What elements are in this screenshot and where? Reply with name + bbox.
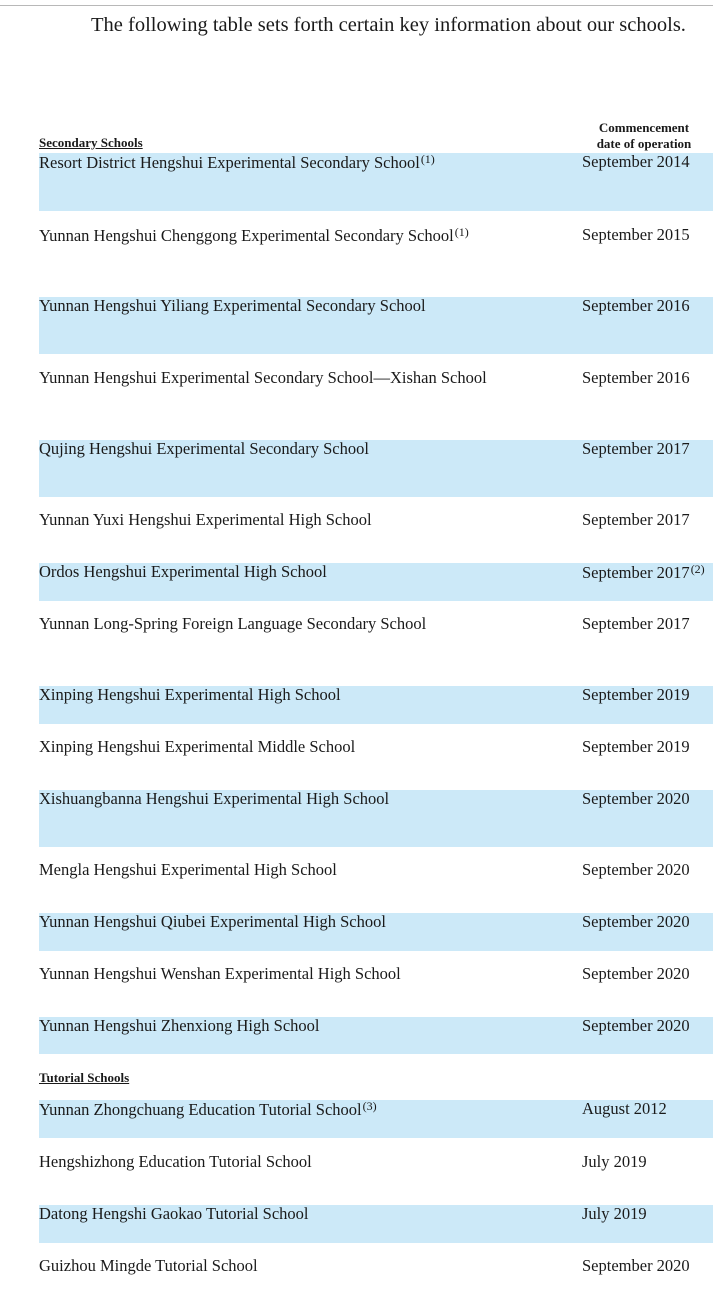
school-name: Xishuangbanna Hengshui Experimental High School [39, 789, 390, 808]
table-row [39, 226, 713, 266]
table-row [39, 563, 713, 601]
commencement-date: September 2014 [582, 152, 690, 171]
footnote-marker: (1) [454, 225, 469, 239]
school-name: Yunnan Long-Spring Foreign Language Secondary School [39, 614, 427, 633]
table-row [39, 738, 713, 778]
commencement-date: August 2012 [582, 1099, 667, 1118]
school-name: Resort District Hengshui Experimental Secondary School$^{(1)}$ [39, 152, 435, 172]
table-row [39, 965, 713, 1005]
table-row [39, 1017, 713, 1054]
commencement-date: September 2019 [582, 737, 690, 756]
school-name: Mengla Hengshui Experimental High School [39, 860, 337, 879]
commencement-date: September 2019 [582, 685, 690, 704]
commencement-date: September 2016 [582, 296, 690, 315]
table-row [39, 861, 713, 901]
commencement-date: September 2020 [582, 1016, 690, 1035]
school-name: Yunnan Yuxi Hengshui Experimental High School [39, 510, 372, 529]
school-name: Yunnan Hengshui Yiliang Experimental Secondary School [39, 296, 426, 315]
footnote-marker: (1) [420, 152, 435, 166]
table-row [39, 369, 713, 409]
commencement-date: July 2019 [582, 1204, 647, 1223]
table-row [39, 686, 713, 724]
commencement-date: July 2019 [582, 1152, 647, 1171]
table-row [39, 297, 713, 354]
school-name: Yunnan Zhongchuang Education Tutorial School$^{(3)}$ [39, 1099, 377, 1119]
commencement-date: September 2020 [582, 912, 690, 931]
intro-text: The following table sets forth certain key information about our schools. [91, 14, 686, 36]
table-row [39, 1205, 713, 1243]
commencement-date: September 2020 [582, 964, 690, 983]
school-name: Yunnan Hengshui Chenggong Experimental Secondary School$^{(1)}$ [39, 225, 469, 245]
school-name: Datong Hengshi Gaokao Tutorial School [39, 1204, 309, 1223]
school-name: Yunnan Hengshui Zhenxiong High School [39, 1016, 320, 1035]
footnote-marker: (2) [690, 562, 705, 576]
school-name: Yunnan Hengshui Experimental Secondary School—Xishan School [39, 368, 487, 387]
table-row [39, 1257, 713, 1297]
secondary-schools-heading: Secondary Schools [39, 135, 143, 150]
school-name: Xinping Hengshui Experimental High School [39, 685, 341, 704]
table-row [39, 1100, 713, 1138]
top-divider [0, 5, 713, 6]
school-name: Yunnan Hengshui Wenshan Experimental High School [39, 964, 401, 983]
commencement-date: September 2020 [582, 1256, 690, 1275]
school-name: Hengshizhong Education Tutorial School [39, 1152, 312, 1171]
column-header-commencement [583, 120, 705, 152]
footnote-marker: (3) [362, 1099, 377, 1113]
school-name: Xinping Hengshui Experimental Middle School [39, 737, 356, 756]
commencement-date: September 2020 [582, 789, 690, 808]
commencement-date: September 2017 [582, 439, 690, 458]
table-row [39, 153, 713, 211]
commencement-date: September 2015 [582, 225, 690, 244]
table-row [39, 913, 713, 951]
table-row [39, 1153, 713, 1193]
table-row [39, 790, 713, 847]
column-header-line1: Commencement [598, 120, 690, 135]
commencement-date: September 2016 [582, 368, 690, 387]
table-row [39, 440, 713, 497]
column-header-line2: date of operation [596, 136, 692, 151]
school-name: Yunnan Hengshui Qiubei Experimental High School [39, 912, 386, 931]
school-name: Ordos Hengshui Experimental High School [39, 562, 327, 581]
commencement-date: September 2017 [582, 510, 690, 529]
commencement-date: September 2017$^{(2)}$ [582, 562, 705, 582]
school-name: Guizhou Mingde Tutorial School [39, 1256, 258, 1275]
school-name: Qujing Hengshui Experimental Secondary School [39, 439, 369, 458]
commencement-date: September 2017 [582, 614, 690, 633]
table-row [39, 615, 713, 655]
tutorial-schools-heading: Tutorial Schools [39, 1070, 130, 1085]
commencement-date: September 2020 [582, 860, 690, 879]
table-row [39, 511, 713, 551]
